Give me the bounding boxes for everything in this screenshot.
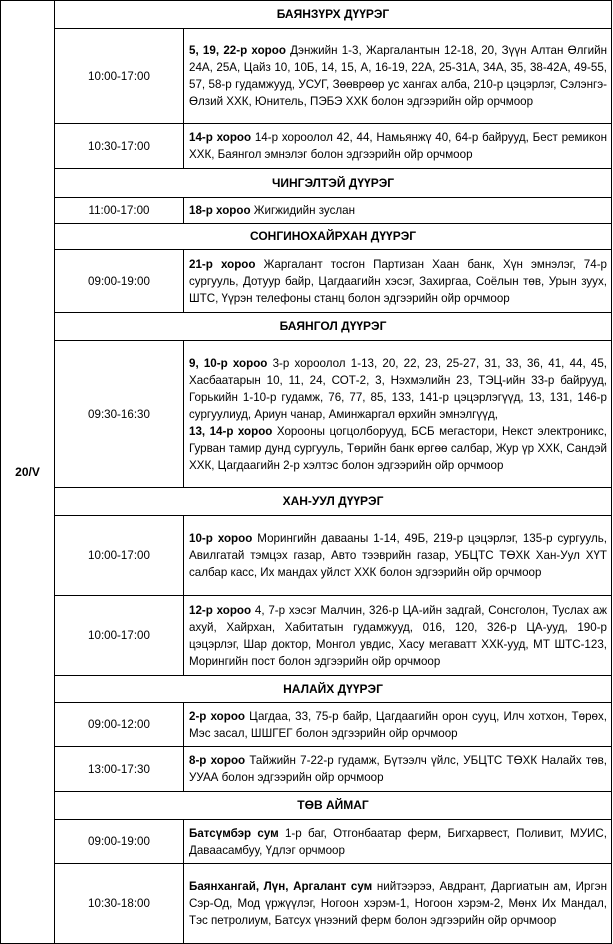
time-range: 09:00-12:00 — [55, 703, 184, 747]
area-description — [184, 516, 612, 596]
ward-label: 18-р хороо — [189, 204, 251, 217]
area-description — [184, 124, 612, 169]
section-header-nalaikh: НАЛАЙХ ДҮҮРЭГ — [55, 676, 612, 703]
time-range: 09:00-19:00 — [55, 250, 184, 313]
area-description — [184, 596, 612, 676]
area-description — [184, 198, 612, 224]
area-description — [184, 29, 612, 124]
time-range: 10:30-18:00 — [55, 864, 184, 944]
ward-label: 21-р хороо — [189, 257, 256, 271]
area-description — [184, 864, 612, 944]
ward-label: Батсүмбэр сум — [189, 826, 279, 840]
area-text: нийтээрээ, Авдрант, Даргиатын ам, Иргэн Сэр-Од, Мод үржүүлэг, Ногоон хэрэм-1, Ногоон хэрэм-2, Мөнх Их Мандал, Тэс петролиум, Батсух үнээний ферм болон эдгээрийн ойр орчмоор — [189, 880, 607, 927]
section-header-tuv-aimag: ТӨВ АЙМАГ — [55, 792, 612, 820]
area-description — [184, 341, 612, 488]
section-header-khan-uul: ХАН-УУЛ ДҮҮРЭГ — [55, 488, 612, 516]
schedule-row — [1, 864, 612, 944]
time-range: 10:30-17:00 — [55, 124, 184, 169]
area-text: 1-р баг, Отгонбаатар ферм, Бигхарвест, Поливит, МУИС, Даваасамбуу, Үдлэг орчмоор — [189, 826, 607, 857]
area-text: 4, 7-р хэсэг Малчин, 326-р ЦА-ийн задгай, Сонсголон, Туслах аж ахуй, Хайрхан, Хабитатын гудамжууд, 016, 120, 326-р ЦА-ууд, 190-р цэцэрлэг, Шар доктор, Монгол увдис, Хасу мегаватт ХХК-ууд, МТ ШТС-123, Морингийн пост болон эдгээрийн ойр орчмоор — [189, 603, 607, 668]
time-range: 09:00-19:00 — [55, 820, 184, 864]
section-header-chingeltei: ЧИНГЭЛТЭЙ ДҮҮРЭГ — [55, 169, 612, 198]
section-header-bayanzurkh: БАЯНЗҮРХ ДҮҮРЭГ — [55, 1, 612, 29]
ward-label: 14-р хороо — [189, 131, 252, 144]
schedule-row — [1, 596, 612, 676]
area-text: Тайжийн 7-22-р гудамж, Бүтээлч үйлс, УБЦТС ТӨХК Налайх төв, УУАА болон эдгээрийн ойр орчмоор — [189, 754, 607, 784]
time-range: 10:00-17:00 — [55, 516, 184, 596]
section-header-bayangol: БАЯНГОЛ ДҮҮРЭГ — [55, 313, 612, 341]
time-range: 09:30-16:30 — [55, 341, 184, 488]
time-range: 11:00-17:00 — [55, 198, 184, 224]
area-text: Дэнжийн 1-3, Жаргалантын 12-18, 20, Зүүн Алтан Өлгийн 24А, 25А, Цайз 10, 10Б, 14, 15, А, 16-19, 22А, 25-31А, 34А, 35, 38-42А, 49-55, 57, 58-р гудамжууд, УСУГ, Зөөврөөр ус хангах алба, 210-р цэцэрлэг, Сэлэнгэ-Өлзий ХХК, Юнитель, ПЭБЭ ХХК болон эдгээрийн ойр орчмоор — [189, 44, 607, 108]
area-text: Морингийн давааны 1-14, 49Б, 219-р цэцэрлэг, 135-р сургууль, Авилгатай тэмцэх газар, Авто тээврийн газар, УБЦТС ТӨХК Хан-Уул ХҮТ салбар касс, Их мандах уйлст ХХК болон эдгээрийн ойр орчмоор — [189, 532, 607, 579]
ward-label: 2-р хороо — [189, 709, 246, 723]
time-range: 13:00-17:30 — [55, 747, 184, 792]
ward-label: 12-р хороо — [189, 603, 252, 617]
schedule-row — [1, 516, 612, 596]
schedule-row — [1, 29, 612, 124]
section-header-songinokhairkhan: СОНГИНОХАЙРХАН ДҮҮРЭГ — [55, 224, 612, 250]
ward-label: 10-р хороо — [189, 532, 253, 545]
schedule-row — [1, 198, 612, 224]
ward-label: 8-р хороо — [189, 754, 246, 767]
schedule-row — [1, 703, 612, 747]
area-text: Жигжидийн зуслан — [250, 204, 356, 217]
area-text: 14-р хороолол 42, 44, Намьянжү 40, 64-р байрууд, Бест ремикон ХХК, Баянгол эмнэлэг болон эдгээрийн ойр орчмоор — [189, 131, 607, 161]
area-description — [184, 250, 612, 313]
schedule-row — [1, 820, 612, 864]
time-range: 10:00-17:00 — [55, 29, 184, 124]
area-description — [184, 747, 612, 792]
ward-label: 5, 19, 22-р хороо — [189, 44, 286, 57]
area-text: Жаргалант тосгон Партизан Хаан банк, Хүн эмнэлэг, 74-р сургууль, Дотуур байр, Цагдаагийн хэсэг, Захиргаа, Соёлын төв, Урын зуух, ШТС, Үүрэн телефоны станц болон эдгээрийн ойр орчмоор — [189, 257, 608, 305]
ward-label: 13, 14-р хороо — [189, 424, 273, 438]
area-description — [184, 820, 612, 864]
schedule-row — [1, 341, 612, 488]
schedule-row — [1, 250, 612, 313]
date-cell: 20/V — [1, 1, 55, 944]
area-description — [184, 703, 612, 747]
area-text: 3-р хороолол 1-13, 20, 22, 23, 25-27, 31, 33, 36, 41, 44, 45, Хасбаатарын 10, 11, 24, СОТ-2, 3, Нэхмэлийн 23, ТЭЦ-ийн 33-р байрууд, Горькийн 1-10-р гудамж, 76, 77, 85, 133, 141-р цэцэрлэгүүд, 13, 131, 146-р сургуулиуд, Ариун чанар, Аминжаргал өрхийн эмнэлгүүд, — [189, 356, 607, 421]
schedule-row — [1, 747, 612, 792]
area-text: Хорооны цогцолборууд, БСБ мегастори, Некст электроникс, Гурван тамир дунд сургууль, Төрийн банк өргөө салбар, Жур үр ХХК, Сандэй ХХК, Цагдаагийн 2-р хэлтэс болон эдгээрийн ойр орчмоор — [189, 424, 607, 472]
ward-label: Баянхангай, Лүн, Аргалант сум — [189, 880, 373, 893]
schedule-row — [1, 124, 612, 169]
area-text: Цагдаа, 33, 75-р байр, Цагдаагийн орон сууц, Илч хотхон, Төрөх, Мэс засал, ШШГЕГ болон эдгээрийн ойр орчмоор — [189, 709, 607, 740]
time-range: 10:00-17:00 — [55, 596, 184, 676]
ward-label: 9, 10-р хороо — [189, 356, 268, 370]
